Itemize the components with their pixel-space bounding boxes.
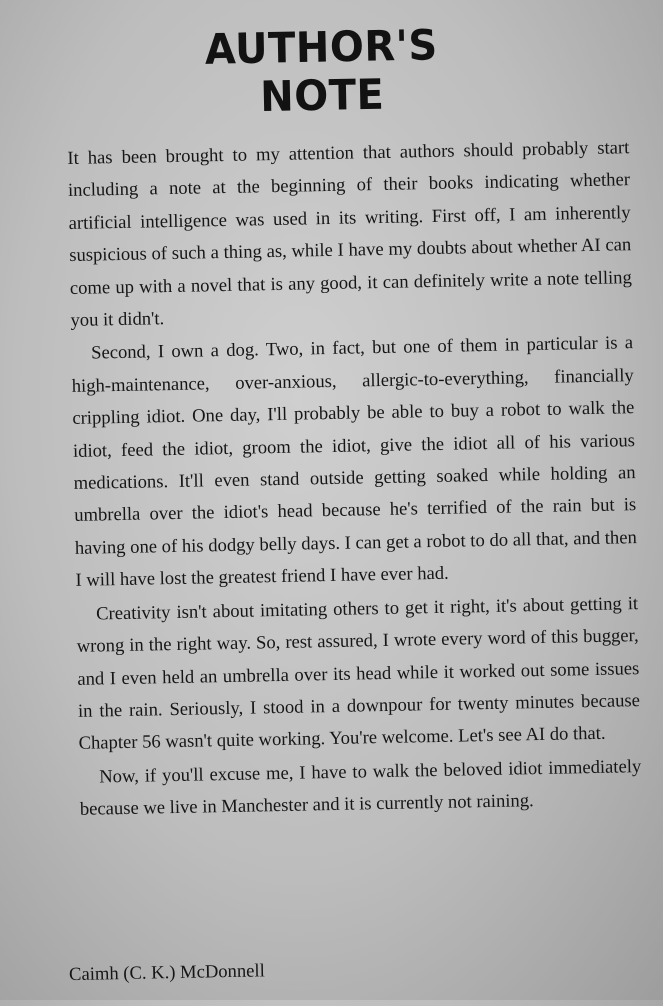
note-body bbox=[67, 132, 642, 826]
page-title: AUTHOR'S NOTE bbox=[204, 21, 439, 122]
paragraph-1: It has been brought to my attention that authors should probably start including a note at the beginning of their books indicating whether artificial intelligence was used in its writing. First off, I am inherently suspicious of such a thing as, while I have my doubts about whether AI can come up with a novel that is any good, it can definitely write a note telling you it didn't. bbox=[67, 137, 632, 331]
paragraph-3: Creativity isn't about imitating others to get it right, it's about getting it wrong in the right way. So, rest assured, I wrote every word of this bugger, and I even held an umbrella over its head while it worked out some issues in the rain. Seriously, I stood in a downpour for twenty minutes because Chapter 56 wasn't quite working. You're welcome. Let's see AI do that. bbox=[76, 592, 641, 755]
paragraph-4: Now, if you'll excuse me, I have to walk the beloved idiot immediately because we live in Manchester and it is currently not raining. bbox=[79, 755, 642, 820]
author-signature: Caimh (C. K.) McDonnell bbox=[68, 960, 265, 986]
paragraph-2: Second, I own a dog. Two, in fact, but one of them in particular is a high-maintenance, over-anxious, allergic-to-everything, financially crippling idiot. One day, I'll probably be able to buy a robot to walk the idiot, feed the idiot, groom the idiot, give the idiot all of his various medications. It'll even stand outside getting soaked while holding an umbrella over the idiot's head because he's terrified of the rain but is having one of his dodgy belly days. I can get a robot to do all that, and then I will have lost the greatest friend I have ever had. bbox=[71, 332, 637, 592]
